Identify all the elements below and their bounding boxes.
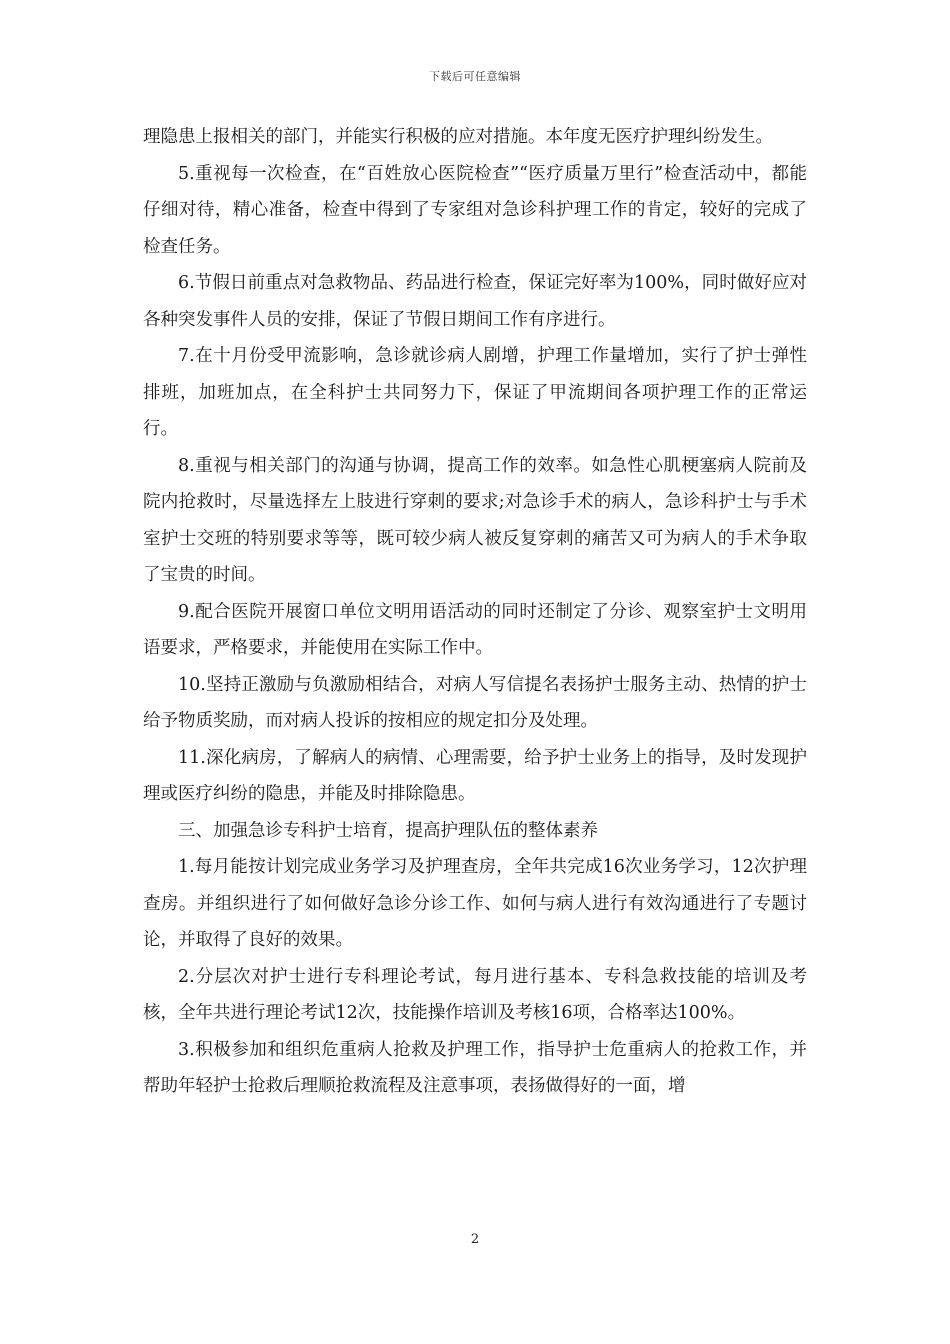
paragraph: 5.重视每一次检查，在“百姓放心医院检查”“医疗质量万里行”检查活动中，都能仔细对待，精心准备，检查中得到了专家组对急诊科护理工作的肯定，较好的完成了检查任务。 [143,163,807,257]
paragraph: 8.重视与相关部门的沟通与协调，提高工作的效率。如急性心肌梗塞病人院前及院内抢救时，尽量选择左上肢进行穿刺的要求;对急诊手术的病人，急诊科护士与手术室护士交班的特别要求等等，既可较少病人被反复穿刺的痛苦又可为病人的手术争取了宝贵的时间。 [143,455,807,585]
paragraph: 6.节假日前重点对急救物品、药品进行检查，保证完好率为100%，同时做好应对各种突发事件人员的安排，保证了节假日期间工作有序进行。 [143,273,807,330]
document-body [143,119,807,1105]
paragraph: 7.在十月份受甲流影响，急诊就诊病人剧增，护理工作量增加，实行了护士弹性排班，加班加点，在全科护士共同努力下，保证了甲流期间各项护理工作的正常运行。 [143,346,807,439]
paragraph: 11.深化病房，了解病人的病情、心理需要，给予护士业务上的指导，及时发现护理或医疗纠纷的隐患，并能及时排除隐患。 [143,747,807,804]
page-number: 2 [470,1232,480,1247]
paragraph: 2.分层次对护士进行专科理论考试，每月进行基本、专科急救技能的培训及考核，全年共进行理论考试12次，技能操作培训及考核16项，合格率达100%。 [143,966,807,1023]
paragraph: 10.坚持正激励与负激励相结合，对病人写信提名表扬护士服务主动、热情的护士给予物质奖励，而对病人投诉的按相应的规定扣分及处理。 [143,674,807,731]
paragraph: 3.积极参加和组织危重病人抢救及护理工作，指导护士危重病人的抢救工作，并帮助年轻护士抢救后理顺抢救流程及注意事项，表扬做得好的一面，增 [143,1039,807,1096]
paragraph: 1.每月能按计划完成业务学习及护理查房，全年共完成16次业务学习，12次护理查房。并组织进行了如何做好急诊分诊工作、如何与病人进行有效沟通进行了专题讨论，并取得了良好的效果。 [143,857,807,950]
paragraph: 9.配合医院开展窗口单位文明用语活动的同时还制定了分诊、观察室护士文明用语要求，严格要求，并能使用在实际工作中。 [143,601,807,658]
section-heading: 三、加强急诊专科护士培育，提高护理队伍的整体素养 [178,820,598,841]
paragraph: 理隐患上报相关的部门，并能实行积极的应对措施。本年度无医疗护理纠纷发生。 [143,127,773,147]
page-header: 下载后可任意编辑 [429,70,521,83]
